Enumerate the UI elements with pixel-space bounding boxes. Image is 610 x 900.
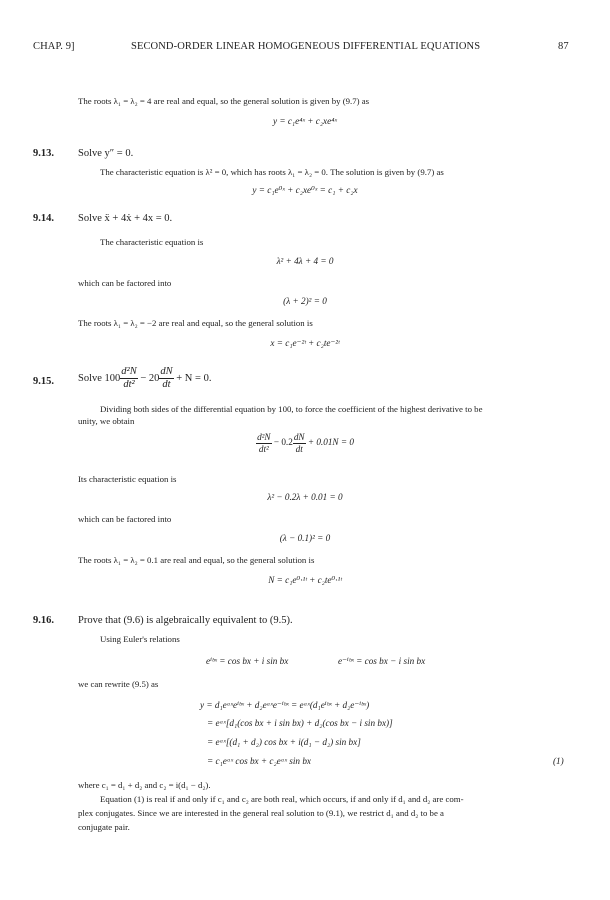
problem-9-14-text-1: The characteristic equation is bbox=[100, 237, 204, 247]
problem-9-15-end: + N = 0. bbox=[176, 372, 212, 384]
problem-9-15-text-1b: unity, we obtain bbox=[78, 416, 135, 426]
equation-label-1: (1) bbox=[553, 756, 564, 766]
problem-9-13-statement: Solve y″ = 0. bbox=[78, 148, 134, 159]
problem-9-14-number: 9.14. bbox=[33, 213, 54, 224]
running-header-title: SECOND-ORDER LINEAR HOMOGENEOUS DIFFERENTIAL EQUATIONS bbox=[131, 41, 481, 52]
problem-9-15-general-solution: N = c₁e⁰·¹ᵗ + c₂te⁰·¹ᵗ bbox=[268, 575, 342, 585]
problem-9-16-text-3: where c₁ = d₁ + d₂ and c₂ = i(d₁ − d₂). bbox=[78, 780, 211, 790]
problem-9-15-text-3: which can be factored into bbox=[78, 514, 172, 524]
problem-9-13-number: 9.13. bbox=[33, 148, 54, 159]
problem-9-14-text-2: which can be factored into bbox=[78, 278, 172, 288]
problem-9-16-statement: Prove that (9.6) is algebraically equivalent to (9.5). bbox=[78, 615, 293, 626]
problem-9-15-characteristic-equation: λ² − 0.2λ + 0.01 = 0 bbox=[267, 492, 343, 502]
problem-9-14-text-3: The roots λ₁ = λ₂ = −2 are real and equal, so the general solution is bbox=[78, 318, 313, 328]
eq1-frac1-den: dt² bbox=[258, 443, 269, 454]
problem-9-15-coef: 100 bbox=[104, 372, 121, 384]
derivation-line-1: y = d₁eᵃˣeⁱᵇˣ + d₂eᵃˣe⁻ⁱᵇˣ = eᵃˣ(d₁eⁱᵇˣ + d₂e⁻ⁱᵇˣ) bbox=[200, 700, 370, 710]
problem-9-15-frac1-num: d²N bbox=[120, 366, 137, 379]
problem-9-15-text-1a: Dividing both sides of the differential equation by 100, to force the coefficient of the highest derivative to be bbox=[100, 404, 483, 414]
problem-9-15-mid: − 20 bbox=[140, 372, 160, 384]
problem-9-14-factored-equation: (λ + 2)² = 0 bbox=[283, 296, 327, 306]
problem-9-16-text-1: Using Euler's relations bbox=[100, 634, 180, 644]
page-number: 87 bbox=[558, 41, 569, 52]
problem-9-13-equation: y = c₁e⁰ˣ + c₂xe⁰ˣ = c₁ + c₂x bbox=[252, 185, 358, 195]
derivation-line-4: = c₁eᵃˣ cos bx + c₂eᵃˣ sin bx bbox=[207, 756, 311, 766]
problem-9-15-text-4: The roots λ₁ = λ₂ = 0.1 are real and equal, so the general solution is bbox=[78, 555, 315, 565]
problem-9-16-text-2: we can rewrite (9.5) as bbox=[78, 679, 159, 689]
euler-relation-1: eⁱᵇˣ = cos bx + i sin bx bbox=[206, 656, 289, 666]
problem-9-15-factored-equation: (λ − 0.1)² = 0 bbox=[279, 533, 331, 543]
problem-9-15-frac2-den: dt bbox=[162, 379, 171, 391]
eq1-frac2-den: dt bbox=[295, 443, 303, 454]
problem-9-16-number: 9.16. bbox=[33, 615, 54, 626]
problem-9-16-text-4b: plex conjugates. Since we are interested in the general real solution to (9.1), we restrict d₁ and d₂ to be a bbox=[78, 808, 444, 818]
problem-9-14-characteristic-equation: λ² + 4λ + 4 = 0 bbox=[276, 256, 334, 266]
problem-9-16-text-4a: Equation (1) is real if and only if c₁ and c₂ are both real, which occurs, if and only if d₁ and d₂ are com- bbox=[100, 794, 464, 804]
eq1-mid: − 0.2 bbox=[273, 437, 293, 448]
eq1-end: + 0.01N = 0 bbox=[307, 437, 354, 448]
derivation-line-2: = eᵃˣ[d₁(cos bx + i sin bx) + d₂(cos bx − i sin bx)] bbox=[207, 718, 393, 728]
problem-9-15-number: 9.15. bbox=[33, 376, 54, 387]
intro-text: The roots λ₁ = λ₂ = 4 are real and equal, so the general solution is given by (9.7) as bbox=[78, 96, 370, 106]
problem-9-13-text: The characteristic equation is λ² = 0, which has roots λ₁ = λ₂ = 0. The solution is given by (9.7) as bbox=[100, 167, 444, 177]
running-header-chapter: CHAP. 9] bbox=[33, 41, 75, 52]
problem-9-15-normalized-equation bbox=[0, 432, 610, 454]
intro-equation: y = c₁e⁴ˣ + c₂xe⁴ˣ bbox=[272, 116, 338, 126]
euler-relation-2: e⁻ⁱᵇˣ = cos bx − i sin bx bbox=[338, 656, 426, 666]
problem-9-14-general-solution: x = c₁e⁻²ᵗ + c₂te⁻²ᵗ bbox=[270, 338, 340, 348]
derivation-line-3: = eᵃˣ[(d₁ + d₂) cos bx + i(d₁ − d₂) sin bx] bbox=[207, 737, 361, 747]
problem-9-15-statement bbox=[78, 366, 211, 391]
eq1-frac2-num: dN bbox=[293, 432, 305, 442]
problem-9-14-statement: Solve ẍ + 4ẋ + 4x = 0. bbox=[78, 213, 173, 224]
problem-9-15-text-2: Its characteristic equation is bbox=[78, 474, 177, 484]
problem-9-16-text-4c: conjugate pair. bbox=[78, 822, 130, 832]
problem-9-15-solve: Solve bbox=[78, 372, 102, 384]
problem-9-15-frac2-num: dN bbox=[159, 366, 173, 379]
eq1-frac1-num: d²N bbox=[257, 432, 271, 442]
problem-9-15-frac1-den: dt² bbox=[123, 379, 135, 391]
